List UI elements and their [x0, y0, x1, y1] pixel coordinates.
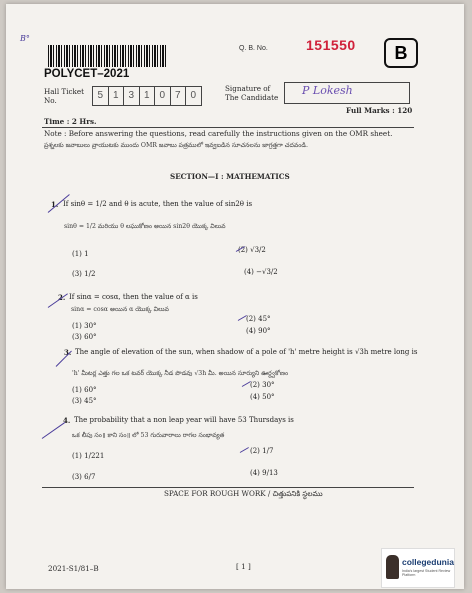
section-title: SECTION—I : MATHEMATICS	[170, 172, 290, 181]
barcode	[48, 45, 168, 67]
question-text-telugu: sinθ = 1/2 మరియు θ లఘుకోణం అయిన sin2θ యొక్క విలువ	[64, 223, 226, 230]
collegedunia-logo	[381, 548, 455, 588]
pen-tick-mark	[240, 447, 249, 453]
option-1[interactable]: (1) 60°	[72, 386, 97, 394]
question-text: If sinα = cosα, then the value of α is	[69, 293, 198, 301]
full-marks: Full Marks : 120	[346, 106, 413, 115]
question-text: If sinθ = 1/2 and θ is acute, then the value of sin2θ is	[63, 200, 253, 208]
option-1[interactable]: (1) 30°	[72, 322, 97, 330]
question-paper-sheet	[6, 4, 464, 589]
option-3[interactable]: (3) 60°	[72, 333, 97, 341]
question-number: 1.	[51, 200, 59, 209]
option-3[interactable]: (3) 1/2	[72, 270, 96, 278]
pen-tick-mark	[42, 422, 66, 439]
question-number: 2.	[58, 293, 66, 302]
candidate-signature: P Lokesh	[302, 84, 353, 97]
option-1[interactable]: (1) 1	[72, 250, 89, 258]
qb-number: 151550	[306, 37, 356, 53]
option-4[interactable]: (4) −√3/2	[244, 268, 278, 276]
option-3[interactable]: (3) 6/7	[72, 473, 96, 481]
hall-ticket-boxes	[93, 86, 202, 106]
time-label: Time : 2 Hrs.	[44, 117, 97, 126]
paper-code: 2021-S1/81–B	[48, 564, 99, 573]
instructions-note-telugu: ప్రశ్నలకు జవాబులు వ్రాయుటకు ముందు OMR జవాబు పత్రములో ఇవ్వబడిన సూచనలను జాగ్రత్తగా చదవండి.	[44, 142, 308, 149]
header-divider	[42, 127, 414, 128]
hall-ticket-digit: 0	[154, 86, 171, 106]
rough-work-divider	[42, 487, 414, 488]
hall-ticket-digit: 7	[170, 86, 187, 106]
hall-ticket-digit: 5	[92, 86, 109, 106]
hall-ticket-label: Hall Ticket No.	[44, 87, 85, 105]
option-2[interactable]: (2) √3/2	[238, 246, 266, 254]
hall-ticket-digit: 3	[123, 86, 140, 106]
question-text-telugu: sinα = cosα అయిన α యొక్క విలువ	[71, 306, 169, 313]
option-1[interactable]: (1) 1/221	[72, 452, 105, 460]
corner-mark: B°	[20, 34, 30, 43]
qb-label: Q. B. No.	[239, 45, 268, 52]
question-number: 3.	[64, 348, 72, 357]
hall-ticket-digit: 1	[108, 86, 125, 106]
option-4[interactable]: (4) 50°	[250, 393, 275, 401]
exam-title: POLYCET–2021	[44, 68, 130, 80]
instructions-note: Note : Before answering the questions, read carefully the instructions given on the OMR sheet.	[44, 129, 393, 138]
option-3[interactable]: (3) 45°	[72, 397, 97, 405]
logo-tagline: India's largest Student Review Platform	[402, 569, 451, 577]
question-text: The probability that a non leap year will have 53 Thursdays is	[74, 416, 294, 424]
hall-ticket-digit: 1	[139, 86, 156, 106]
page-number: [ 1 ]	[236, 562, 251, 571]
hall-ticket-digit: 0	[185, 86, 202, 106]
signature-label: Signature of The Candidate	[225, 84, 279, 102]
option-2[interactable]: (2) 45°	[246, 315, 271, 323]
question-number: 4.	[63, 416, 71, 425]
option-2[interactable]: (2) 30°	[250, 381, 275, 389]
person-photo-icon	[386, 555, 399, 579]
question-text-telugu: ఒక లీపు సం॥ కాని సం॥ లో 53 గురువారాలు రాగల సంభావ్యత	[72, 432, 225, 439]
question-text-telugu: 'h' మీటర్ల ఎత్తు గల ఒక టవర్ యొక్క నీడ పొడవు √3h మీ. అయిన సూర్యుని ఊర్ధ్వకోణం	[72, 370, 289, 377]
option-4[interactable]: (4) 90°	[246, 327, 271, 335]
question-text: The angle of elevation of the sun, when shadow of a pole of 'h' metre height is √3h metre long is	[75, 348, 418, 356]
logo-name: collegedunia	[402, 557, 454, 567]
option-2[interactable]: (2) 1/7	[250, 447, 274, 455]
option-4[interactable]: (4) 9/13	[250, 469, 278, 477]
rough-work-label: SPACE FOR ROUGH WORK / చిత్తుపనికి స్థలము	[164, 489, 323, 498]
set-code-badge: B	[384, 38, 418, 68]
